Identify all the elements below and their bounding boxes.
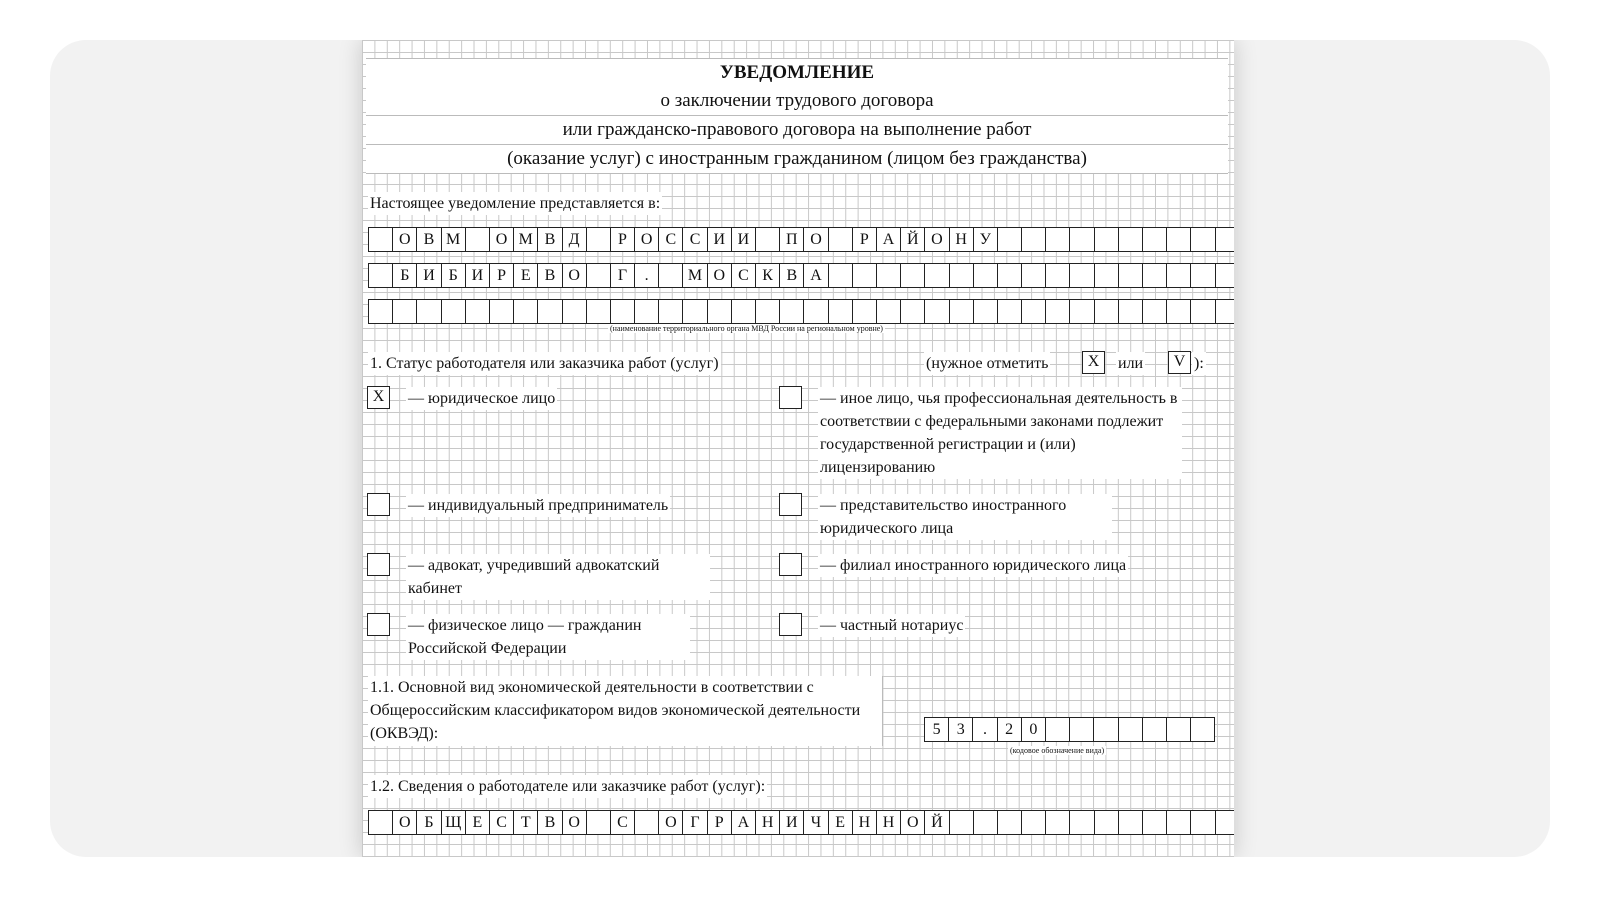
- submitted-to-row-2-cell[interactable]: С: [732, 264, 756, 287]
- submitted-to-row-2-cell[interactable]: И: [466, 264, 490, 287]
- submitted-to-row-2-cell[interactable]: [1070, 264, 1094, 287]
- submitted-to-row-3-cell[interactable]: [853, 300, 877, 323]
- submitted-to-row-2-cell[interactable]: О: [563, 264, 587, 287]
- submitted-to-row-3-cell[interactable]: [1191, 300, 1215, 323]
- employer-name-row-1-cell[interactable]: [1119, 811, 1143, 834]
- submitted-to-row-3-cell[interactable]: [974, 300, 998, 323]
- submitted-to-row-1-cell[interactable]: [1216, 228, 1234, 251]
- submitted-to-label: Настоящее уведомление представляется в:: [368, 192, 662, 215]
- submitted-to-row-3-cell[interactable]: [1216, 300, 1234, 323]
- employer-name-row-1-cell[interactable]: Е: [829, 811, 853, 834]
- okved-code-cell[interactable]: [1046, 718, 1070, 741]
- submitted-to-row-1-cell[interactable]: [1046, 228, 1070, 251]
- form-page: [362, 40, 1234, 857]
- form-subtitle-3: (оказание услуг) с иностранным гражданином (лицом без гражданства): [366, 145, 1228, 174]
- employer-name-row-1-cell[interactable]: [1070, 811, 1094, 834]
- submitted-to-row-3-cell[interactable]: [950, 300, 974, 323]
- okved-code-cell[interactable]: [1119, 718, 1143, 741]
- label-legal-entity: — юридическое лицо: [406, 387, 557, 410]
- employer-name-row-1-cell[interactable]: О: [393, 811, 417, 834]
- submitted-to-row-2-cell[interactable]: [950, 264, 974, 287]
- employer-name-row-1-cell[interactable]: [1046, 811, 1070, 834]
- submitted-to-row-3-cell[interactable]: [1095, 300, 1119, 323]
- submitted-to-row-3-cell[interactable]: [1143, 300, 1167, 323]
- submitted-to-row-3-cell[interactable]: [490, 300, 514, 323]
- submitted-to-row-3-cell[interactable]: [708, 300, 732, 323]
- submitted-to-row-2-cell[interactable]: Б: [442, 264, 466, 287]
- submitted-to-row-1-cell[interactable]: С: [683, 228, 707, 251]
- employer-name-row-1-cell[interactable]: С: [611, 811, 635, 834]
- submitted-to-row-3-cell[interactable]: [393, 300, 417, 323]
- mark-hint-pre: (нужное отметить: [926, 355, 1049, 372]
- okved-label: 1.1. Основной вид экономической деятельности в соответствии с Общероссийским классификатором видов экономической деятельности (ОКВЭД):: [368, 676, 883, 746]
- okved-code-cell[interactable]: .: [973, 718, 997, 741]
- label-lawyer: — адвокат, учредивший адвокатский кабинет: [406, 554, 710, 600]
- form-subtitle-1: о заключении трудового договора: [366, 87, 1228, 116]
- employer-name-row-1-cell[interactable]: О: [563, 811, 587, 834]
- submitted-to-row-2-cell[interactable]: [1095, 264, 1119, 287]
- employer-heading: 1.2. Сведения о работодателе или заказчике работ (услуг):: [368, 775, 767, 798]
- checkbox-lawyer[interactable]: [367, 553, 390, 576]
- submitted-to-row-2-cell[interactable]: И: [417, 264, 441, 287]
- submitted-to-row-3-cell[interactable]: [683, 300, 707, 323]
- submitted-to-row-2-cell[interactable]: Е: [514, 264, 538, 287]
- employer-name-row-1-cell[interactable]: Б: [417, 811, 441, 834]
- employer-name-row-1-cell[interactable]: О: [901, 811, 925, 834]
- okved-code-cell[interactable]: [1094, 718, 1118, 741]
- submitted-to-row-3-cell[interactable]: [998, 300, 1022, 323]
- okved-code-cell[interactable]: 3: [949, 718, 973, 741]
- submitted-to-row-2-cell[interactable]: В: [780, 264, 804, 287]
- submitted-to-row-3-cell[interactable]: [442, 300, 466, 323]
- submitted-to-row-1-cell[interactable]: В: [538, 228, 562, 251]
- submitted-to-row-3-cell[interactable]: [659, 300, 683, 323]
- checkbox-foreign-representation[interactable]: [779, 493, 802, 516]
- submitted-to-row-2-cell[interactable]: [925, 264, 949, 287]
- employer-name-row-1-cell[interactable]: [1191, 811, 1215, 834]
- submitted-to-row-1-cell[interactable]: О: [804, 228, 828, 251]
- submitted-to-row-1-cell[interactable]: [1167, 228, 1191, 251]
- submitted-to-row-2-cell[interactable]: Б: [393, 264, 417, 287]
- submitted-to-row-2-cell[interactable]: .: [635, 264, 659, 287]
- employer-name-row-1-cell[interactable]: Н: [877, 811, 901, 834]
- submitted-to-row-1-cell[interactable]: М: [442, 228, 466, 251]
- submitted-to-row-1-cell[interactable]: И: [732, 228, 756, 251]
- submitted-to-row-2-cell[interactable]: [1143, 264, 1167, 287]
- submitted-to-row-3-cell[interactable]: [1167, 300, 1191, 323]
- submitted-to-row-3-cell[interactable]: [901, 300, 925, 323]
- submitted-to-row-2-cell[interactable]: [1167, 264, 1191, 287]
- submitted-to-row-3-cell[interactable]: [563, 300, 587, 323]
- submitted-to-row-3-cell[interactable]: [804, 300, 828, 323]
- checkbox-notary[interactable]: [779, 613, 802, 636]
- submitted-to-row-3-cell[interactable]: [780, 300, 804, 323]
- submitted-to-row-2-cell[interactable]: [829, 264, 853, 287]
- employer-name-row-1-cell[interactable]: Е: [466, 811, 490, 834]
- employer-name-row-1-cell[interactable]: Й: [925, 811, 949, 834]
- viewer-frame: [50, 40, 1550, 857]
- checkbox-foreign-branch[interactable]: [779, 553, 802, 576]
- status-heading: 1. Статус работодателя или заказчика работ (услуг): [368, 352, 721, 375]
- submitted-to-row-2-cell[interactable]: [998, 264, 1022, 287]
- submitted-to-row-3[interactable]: [368, 299, 1234, 324]
- employer-name-row-1-cell[interactable]: Н: [756, 811, 780, 834]
- submitted-to-row-1-cell[interactable]: О: [635, 228, 659, 251]
- mark-x-sample: X: [1082, 351, 1105, 374]
- employer-name-row-1-cell[interactable]: [587, 811, 611, 834]
- okved-code-cell[interactable]: [1191, 718, 1215, 741]
- submitted-to-row-1-cell[interactable]: [466, 228, 490, 251]
- employer-name-row-1-cell[interactable]: [998, 811, 1022, 834]
- submitted-to-row-1-cell[interactable]: О: [393, 228, 417, 251]
- submitted-to-row-1-cell[interactable]: [1119, 228, 1143, 251]
- submitted-to-row-1-cell[interactable]: [369, 228, 393, 251]
- okved-code-input[interactable]: [924, 717, 1215, 742]
- submitted-to-row-1[interactable]: [368, 227, 1234, 252]
- submitted-to-row-1-cell[interactable]: Р: [853, 228, 877, 251]
- submitted-to-row-2-cell[interactable]: Г: [611, 264, 635, 287]
- submitted-to-row-2-cell[interactable]: О: [708, 264, 732, 287]
- employer-name-row-1-cell[interactable]: О: [659, 811, 683, 834]
- employer-name-row-1-cell[interactable]: Щ: [442, 811, 466, 834]
- submitted-to-row-2-cell[interactable]: В: [538, 264, 562, 287]
- employer-name-row-1-cell[interactable]: [1167, 811, 1191, 834]
- checkbox-legal-entity[interactable]: X: [367, 386, 390, 409]
- employer-name-row-1-cell[interactable]: Н: [853, 811, 877, 834]
- submitted-to-row-1-cell[interactable]: [1095, 228, 1119, 251]
- submitted-to-row-2-cell[interactable]: [1046, 264, 1070, 287]
- mark-hint: [924, 352, 1050, 375]
- submitted-to-row-1-cell[interactable]: С: [659, 228, 683, 251]
- submitted-to-row-2-cell[interactable]: [877, 264, 901, 287]
- submitted-to-row-2-cell[interactable]: К: [756, 264, 780, 287]
- submitted-to-row-2-cell[interactable]: [901, 264, 925, 287]
- submitted-to-row-3-cell[interactable]: [587, 300, 611, 323]
- employer-name-row-1-cell[interactable]: [1143, 811, 1167, 834]
- submitted-to-row-2-cell[interactable]: [1119, 264, 1143, 287]
- submitted-to-row-2-cell[interactable]: [974, 264, 998, 287]
- employer-name-row-1-cell[interactable]: [950, 811, 974, 834]
- submitted-to-row-1-cell[interactable]: Р: [611, 228, 635, 251]
- checkbox-natural-person[interactable]: [367, 613, 390, 636]
- checkbox-other-person[interactable]: [779, 386, 802, 409]
- submitted-to-row-3-cell[interactable]: [635, 300, 659, 323]
- okved-code-cell[interactable]: [1167, 718, 1191, 741]
- submitted-to-row-1-cell[interactable]: [1022, 228, 1046, 251]
- submitted-to-row-1-cell[interactable]: А: [877, 228, 901, 251]
- employer-name-row-1-cell[interactable]: А: [732, 811, 756, 834]
- submitted-to-row-3-cell[interactable]: [756, 300, 780, 323]
- employer-name-row-1-cell[interactable]: Ч: [804, 811, 828, 834]
- employer-name-row-1-cell[interactable]: [1022, 811, 1046, 834]
- submitted-to-row-3-cell[interactable]: [369, 300, 393, 323]
- submitted-to-row-1-cell[interactable]: [1191, 228, 1215, 251]
- submitted-to-row-1-cell[interactable]: Й: [901, 228, 925, 251]
- employer-name-row-1-cell[interactable]: [635, 811, 659, 834]
- employer-name-row-1-cell[interactable]: [1216, 811, 1234, 834]
- label-notary: — частный нотариус: [818, 614, 965, 637]
- submitted-to-row-1-cell[interactable]: [756, 228, 780, 251]
- submitted-to-row-2-cell[interactable]: [659, 264, 683, 287]
- employer-name-row-1-cell[interactable]: С: [490, 811, 514, 834]
- label-individual-entrepreneur: — индивидуальный предприниматель: [406, 494, 670, 517]
- submitted-to-row-3-cell[interactable]: [514, 300, 538, 323]
- submitted-to-row-3-cell[interactable]: [1022, 300, 1046, 323]
- submitted-to-row-3-cell[interactable]: [417, 300, 441, 323]
- submitted-to-row-2-cell[interactable]: М: [683, 264, 707, 287]
- employer-name-row-1-cell[interactable]: Р: [708, 811, 732, 834]
- submitted-to-row-2[interactable]: [368, 263, 1234, 288]
- submitted-to-row-2-cell[interactable]: А: [804, 264, 828, 287]
- submitted-to-row-1-cell[interactable]: [1143, 228, 1167, 251]
- label-natural-person: — физическое лицо — гражданин Российской Федерации: [406, 614, 690, 660]
- form-title: УВЕДОМЛЕНИЕ: [366, 58, 1228, 88]
- okved-code-cell[interactable]: 5: [925, 718, 949, 741]
- submitted-to-row-1-cell[interactable]: П: [780, 228, 804, 251]
- submitted-to-row-1-cell[interactable]: О: [490, 228, 514, 251]
- submitted-to-row-3-cell[interactable]: [1119, 300, 1143, 323]
- submitted-to-row-2-cell[interactable]: Р: [490, 264, 514, 287]
- employer-name-row-1-cell[interactable]: В: [538, 811, 562, 834]
- submitted-to-row-1-cell[interactable]: [587, 228, 611, 251]
- submitted-to-row-1-cell[interactable]: Н: [950, 228, 974, 251]
- submitted-to-row-3-cell[interactable]: [611, 300, 635, 323]
- submitted-to-row-2-cell[interactable]: [853, 264, 877, 287]
- mark-or: или: [1116, 352, 1145, 375]
- employer-name-row-1-cell[interactable]: И: [780, 811, 804, 834]
- submitted-to-row-1-cell[interactable]: У: [974, 228, 998, 251]
- submitted-to-row-1-cell[interactable]: В: [417, 228, 441, 251]
- label-foreign-representation: — представительство иностранного юридического лица: [818, 494, 1112, 540]
- mark-v-sample: V: [1168, 351, 1191, 374]
- submitted-to-row-1-cell[interactable]: [829, 228, 853, 251]
- submitted-to-row-3-cell[interactable]: [732, 300, 756, 323]
- checkbox-individual-entrepreneur[interactable]: [367, 493, 390, 516]
- employer-name-row-1-cell[interactable]: Г: [683, 811, 707, 834]
- submitted-to-row-3-cell[interactable]: [1046, 300, 1070, 323]
- submitted-to-row-2-cell[interactable]: [1216, 264, 1234, 287]
- submitted-to-row-3-cell[interactable]: [829, 300, 853, 323]
- submitted-to-row-3-cell[interactable]: [877, 300, 901, 323]
- okved-code-cell[interactable]: [1143, 718, 1167, 741]
- mark-hint-post: ):: [1192, 352, 1206, 375]
- okved-code-cell[interactable]: [1070, 718, 1094, 741]
- employer-name-row-1-cell[interactable]: [1095, 811, 1119, 834]
- form-subtitle-2: или гражданско-правового договора на выполнение работ: [366, 116, 1228, 145]
- label-other-person: — иное лицо, чья профессиональная деятельность в соответствии с федеральными законами подлежит государственной регистрации и (или) лицензированию: [818, 387, 1182, 479]
- employer-name-row-1-cell[interactable]: Т: [514, 811, 538, 834]
- okved-code-cell[interactable]: 0: [1022, 718, 1046, 741]
- submitted-to-row-2-cell[interactable]: [587, 264, 611, 287]
- submitted-to-row-2-cell[interactable]: [369, 264, 393, 287]
- label-foreign-branch: — филиал иностранного юридического лица: [818, 554, 1128, 577]
- okved-caption: (кодовое обозначение вида): [1010, 746, 1105, 755]
- employer-name-row-1-cell[interactable]: [974, 811, 998, 834]
- submitted-to-caption: (наименование территориального органа МВД России на региональном уровне): [610, 324, 883, 333]
- submitted-to-row-1-cell[interactable]: [1070, 228, 1094, 251]
- submitted-to-row-3-cell[interactable]: [1070, 300, 1094, 323]
- submitted-to-row-1-cell[interactable]: М: [514, 228, 538, 251]
- submitted-to-row-1-cell[interactable]: О: [925, 228, 949, 251]
- submitted-to-row-1-cell[interactable]: И: [708, 228, 732, 251]
- submitted-to-row-1-cell[interactable]: Д: [563, 228, 587, 251]
- submitted-to-row-3-cell[interactable]: [538, 300, 562, 323]
- okved-code-cell[interactable]: 2: [998, 718, 1022, 741]
- employer-name-row-1-cell[interactable]: [369, 811, 393, 834]
- submitted-to-row-2-cell[interactable]: [1022, 264, 1046, 287]
- submitted-to-row-3-cell[interactable]: [466, 300, 490, 323]
- employer-name-row-1[interactable]: [368, 810, 1234, 835]
- submitted-to-row-3-cell[interactable]: [925, 300, 949, 323]
- submitted-to-row-2-cell[interactable]: [1191, 264, 1215, 287]
- submitted-to-row-1-cell[interactable]: [998, 228, 1022, 251]
